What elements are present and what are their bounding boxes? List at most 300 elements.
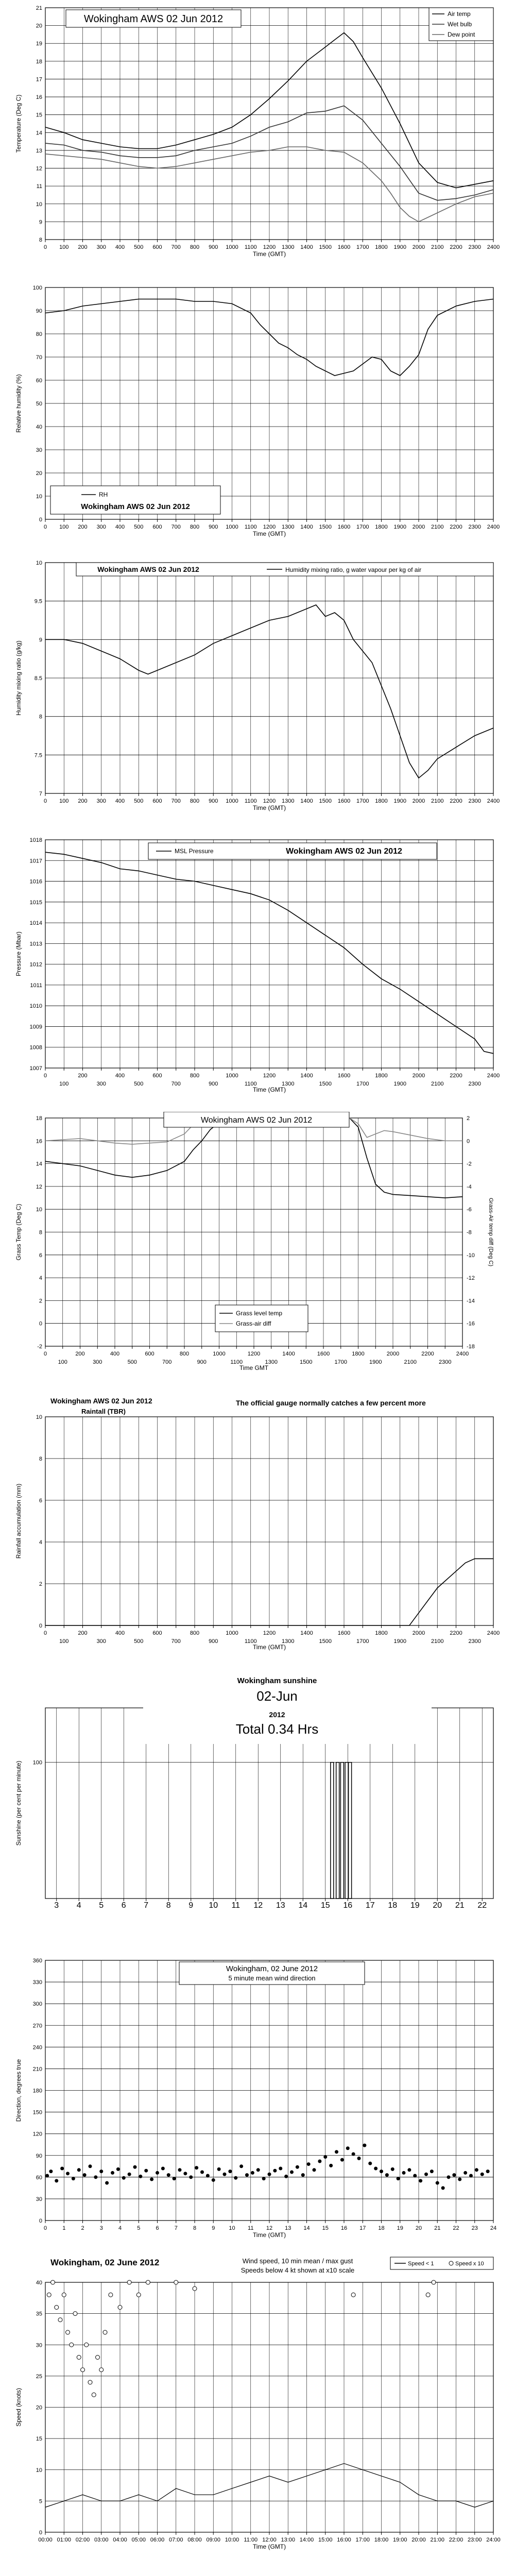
y-tick-label: 1018: [29, 837, 42, 843]
legend-box: [215, 1305, 308, 1332]
x-axis-label: Time (GMT): [252, 2543, 286, 2550]
x-tick-label: 1400: [300, 524, 313, 530]
scatter-point: [111, 2171, 114, 2175]
wind-speed-svg: [9, 2254, 504, 2563]
x-tick-label: 1100: [244, 524, 257, 530]
x-tick-label: 1200: [263, 244, 276, 250]
scatter-point: [212, 2178, 215, 2182]
x-tick-label: 800: [190, 798, 200, 804]
y-axis-label: Grass Temp (Deg C): [15, 1204, 22, 1261]
scatter-point: [335, 2150, 338, 2154]
scatter-point: [228, 2170, 232, 2173]
x-tick-label: 21:00: [430, 2537, 445, 2543]
x-tick-label: 300: [96, 524, 106, 530]
y-tick-label: 20: [36, 23, 42, 29]
series-point: [84, 2343, 89, 2347]
x-tick-label: 100: [59, 1081, 69, 1087]
scatter-point: [346, 2146, 350, 2150]
y2-tick-label: -12: [467, 1275, 475, 1282]
scatter-point: [122, 2176, 126, 2180]
scatter-point: [430, 2170, 434, 2173]
series-point: [127, 2280, 131, 2284]
scatter-point: [307, 2162, 311, 2166]
x-tick-label: 2400: [456, 1351, 469, 1357]
chart-title: Wokingham AWS 02 Jun 2012: [50, 1397, 152, 1405]
x-tick-label: 1800: [375, 524, 388, 530]
y-tick-label: 150: [32, 2109, 42, 2116]
series-point: [118, 2306, 122, 2310]
x-tick-label: 2000: [412, 1073, 425, 1079]
scatter-point: [340, 2158, 344, 2162]
series-point: [92, 2393, 96, 2397]
y-tick-label: 0: [39, 1623, 42, 1629]
x-tick-label: 1900: [393, 524, 406, 530]
scatter-point: [178, 2168, 182, 2172]
x-tick-label: 22: [477, 1901, 487, 1910]
y-tick-label: 15: [36, 112, 42, 118]
series-point: [88, 2380, 92, 2384]
scatter-point: [475, 2168, 478, 2172]
sunshine-bar: [349, 1762, 352, 1899]
scatter-point: [469, 2174, 473, 2178]
x-tick-label: 400: [115, 524, 125, 530]
y-tick-label: 7.5: [34, 752, 42, 759]
x-tick-label: 08:00: [187, 2537, 202, 2543]
x-tick-label: 2400: [487, 798, 500, 804]
x-tick-label: 1600: [337, 1073, 351, 1079]
x-tick-label: 2: [81, 2225, 84, 2231]
scatter-point: [183, 2172, 187, 2175]
scatter-point: [262, 2177, 266, 2180]
x-tick-label: 1300: [282, 798, 295, 804]
x-tick-label: 7: [144, 1901, 149, 1910]
y-tick-label: 180: [32, 2088, 42, 2094]
x-tick-label: 1700: [334, 1359, 347, 1365]
x-tick-label: 2100: [431, 1638, 444, 1645]
scatter-point: [128, 2173, 131, 2176]
chart-subtitle: Wind speed, 10 min mean / max gust: [242, 2257, 353, 2265]
y-tick-label: 300: [32, 2001, 42, 2008]
x-tick-label: 24:00: [486, 2537, 501, 2543]
y-tick-label: 10: [36, 1207, 42, 1213]
x-tick-label: 400: [115, 244, 125, 250]
y-tick-label: 60: [36, 378, 42, 384]
scatter-point: [391, 2167, 394, 2171]
y-tick-label: 8.5: [34, 675, 42, 682]
y-tick-label: 120: [32, 2131, 42, 2138]
y-tick-label: 9: [39, 219, 42, 226]
x-tick-label: 300: [93, 1359, 102, 1365]
x-tick-label: 13:00: [281, 2537, 296, 2543]
scatter-point: [357, 2157, 361, 2160]
chart-title: Wokingham AWS 02 Jun 2012: [200, 1115, 313, 1125]
x-tick-label: 1100: [244, 798, 257, 804]
x-tick-label: 03:00: [94, 2537, 109, 2543]
x-tick-label: 2400: [487, 244, 500, 250]
scatter-point: [268, 2173, 271, 2176]
x-tick-label: 1800: [375, 244, 388, 250]
x-tick-label: 100: [59, 798, 69, 804]
x-tick-label: 1400: [282, 1351, 295, 1357]
scatter-point: [139, 2175, 142, 2178]
x-tick-label: 24: [490, 2225, 497, 2231]
x-tick-label: 500: [134, 1638, 144, 1645]
grass-temperature-chart: [9, 1112, 504, 1380]
x-tick-label: 900: [209, 1638, 218, 1645]
y-tick-label: 9.5: [34, 598, 42, 605]
x-tick-label: 2100: [404, 1359, 417, 1365]
scatter-point: [424, 2173, 428, 2176]
x-axis-label: Time GMT: [239, 1364, 269, 1371]
y-tick-label: 25: [36, 2373, 42, 2380]
x-tick-label: 300: [96, 1081, 106, 1087]
scatter-point: [49, 2170, 53, 2173]
y-tick-label: 21: [36, 5, 42, 11]
x-tick-label: 1900: [393, 798, 406, 804]
x-tick-label: 19:00: [392, 2537, 407, 2543]
y-tick-label: 1015: [29, 899, 42, 906]
x-tick-label: 1600: [317, 1351, 330, 1357]
chart-title: Wokingham sunshine: [237, 1676, 317, 1685]
chart-title: Wokingham AWS 02 Jun 2012: [81, 502, 190, 511]
y-tick-label: 100: [32, 1759, 42, 1766]
y-axis-label: Temperature (Deg C): [15, 94, 22, 153]
x-tick-label: 17:00: [355, 2537, 370, 2543]
y-tick-label: 10: [36, 2467, 42, 2473]
x-tick-label: 1400: [300, 798, 313, 804]
x-tick-label: 16:00: [337, 2537, 351, 2543]
series-point: [62, 2293, 66, 2297]
y-tick-label: 5: [39, 2498, 42, 2505]
sunshine-svg: [9, 1672, 504, 1940]
y-tick-label: 40: [36, 424, 42, 430]
x-tick-label: 5: [137, 2225, 141, 2231]
chart-subtitle: Raintall (TBR): [81, 1408, 126, 1415]
x-tick-label: 06:00: [150, 2537, 165, 2543]
y-tick-label: 4: [39, 1275, 42, 1282]
series-point: [47, 2293, 51, 2297]
y-tick-label: 210: [32, 2066, 42, 2073]
x-tick-label: 1800: [375, 1073, 388, 1079]
x-tick-label: 2300: [468, 1638, 481, 1645]
y-tick-label: 100: [32, 285, 42, 291]
scatter-point: [173, 2177, 176, 2180]
scatter-point: [397, 2177, 400, 2180]
scatter-point: [239, 2164, 243, 2168]
scatter-point: [45, 2174, 49, 2178]
x-tick-label: 2400: [487, 524, 500, 530]
x-tick-label: 15: [320, 1901, 330, 1910]
x-tick-label: 1200: [263, 524, 276, 530]
x-tick-label: 8: [193, 2225, 197, 2231]
x-tick-label: 2400: [487, 1073, 500, 1079]
x-tick-label: 2000: [412, 1630, 425, 1636]
x-tick-label: 2300: [468, 244, 481, 250]
legend-label: Grass level temp: [236, 1310, 283, 1317]
scatter-point: [217, 2167, 221, 2171]
x-tick-label: 1500: [319, 1081, 332, 1087]
scatter-point: [380, 2170, 383, 2173]
x-tick-label: 20:00: [411, 2537, 426, 2543]
y-tick-label: 2: [39, 1298, 42, 1304]
x-tick-label: 0: [43, 1073, 47, 1079]
x-tick-label: 2300: [468, 524, 481, 530]
x-tick-label: 2100: [431, 244, 444, 250]
y-axis-label: Rainfall accumulation (mm): [15, 1483, 22, 1559]
x-tick-label: 1500: [319, 244, 332, 250]
x-tick-label: 1700: [356, 244, 369, 250]
x-tick-label: 1800: [375, 1630, 388, 1636]
x-tick-label: 02:00: [75, 2537, 90, 2543]
y-tick-label: 4: [39, 1539, 42, 1546]
x-tick-label: 0: [43, 1630, 47, 1636]
scatter-point: [452, 2173, 456, 2177]
x-tick-label: 11: [231, 1901, 241, 1910]
x-tick-label: 700: [171, 1081, 181, 1087]
scatter-point: [419, 2179, 422, 2182]
y-tick-label: 1012: [29, 961, 42, 968]
y-tick-label: 240: [32, 2044, 42, 2051]
scatter-point: [144, 2169, 148, 2173]
x-tick-label: 2300: [468, 798, 481, 804]
x-tick-label: 200: [78, 1073, 88, 1079]
x-tick-label: 16: [340, 2225, 348, 2231]
x-tick-label: 900: [209, 798, 218, 804]
scatter-point: [374, 2167, 377, 2171]
x-tick-label: 800: [179, 1351, 190, 1357]
x-tick-label: 04:00: [113, 2537, 127, 2543]
scatter-point: [441, 2186, 445, 2190]
x-tick-label: 500: [127, 1359, 137, 1365]
x-axis-label: Time (GMT): [252, 250, 286, 258]
sunshine-bar: [336, 1762, 339, 1899]
sunshine-bar: [345, 1762, 348, 1899]
series-point: [77, 2355, 81, 2360]
y-tick-label: 80: [36, 331, 42, 337]
y-tick-label: 9: [39, 637, 42, 643]
x-tick-label: 700: [171, 798, 181, 804]
y-axis-label: Direction, degrees true: [15, 2059, 22, 2122]
legend-label: RH: [99, 491, 108, 498]
x-tick-label: 600: [145, 1351, 154, 1357]
y-tick-label: 1011: [30, 982, 42, 989]
x-tick-label: 3: [99, 2225, 103, 2231]
scatter-point: [352, 2152, 355, 2156]
y-tick-label: 12: [36, 165, 42, 172]
x-tick-label: 300: [96, 244, 106, 250]
series-point: [70, 2343, 74, 2347]
y-tick-label: 90: [36, 2153, 42, 2159]
scatter-point: [464, 2171, 467, 2175]
chart-title: Wokingham, 02 June 2012: [50, 2258, 160, 2267]
y2-axis-label: Grass-Air temp diff (Deg C): [488, 1197, 494, 1267]
scatter-point: [116, 2167, 120, 2171]
x-tick-label: 1400: [300, 244, 313, 250]
y-tick-label: 1009: [29, 1024, 42, 1030]
x-tick-label: 23:00: [467, 2537, 482, 2543]
sunshine-bar: [331, 1762, 334, 1899]
legend-label: Humidity mixing ratio, g water vapour per kg of air: [285, 566, 422, 573]
wind-speed-chart: [9, 2254, 504, 2563]
x-tick-label: 1100: [244, 1081, 257, 1087]
x-tick-label: 21: [434, 2225, 441, 2231]
y-axis-label: Humidity mixing ratio (g/kg): [15, 640, 22, 716]
x-tick-label: 700: [171, 524, 181, 530]
y-tick-label: 8: [39, 1456, 42, 1462]
scatter-point: [363, 2144, 366, 2147]
x-tick-label: 1800: [352, 1351, 365, 1357]
x-tick-label: 1000: [226, 524, 238, 530]
legend-label: Dew point: [448, 31, 475, 38]
y-tick-label: 2: [39, 1581, 42, 1587]
series-point: [103, 2330, 107, 2334]
y-tick-label: 1017: [29, 858, 42, 865]
wind-direction-chart: [9, 1953, 504, 2244]
x-axis-label: Time (GMT): [252, 2231, 286, 2239]
x-tick-label: 1400: [300, 1073, 313, 1079]
chart-title: Wokingham, 02 June 2012: [226, 1964, 318, 1973]
series-point: [146, 2280, 150, 2284]
scatter-point: [313, 2168, 316, 2172]
x-tick-label: 13: [276, 1901, 285, 1910]
scatter-point: [66, 2172, 70, 2175]
x-tick-label: 1500: [300, 1359, 313, 1365]
y-tick-label: 30: [36, 447, 42, 453]
scatter-point: [323, 2155, 327, 2159]
y-tick-label: 14: [36, 130, 42, 137]
x-tick-label: 3: [54, 1901, 59, 1910]
scatter-point: [402, 2171, 406, 2175]
x-tick-label: 1900: [393, 244, 406, 250]
series-point: [51, 2280, 55, 2284]
x-tick-label: 500: [134, 524, 144, 530]
x-tick-label: 400: [115, 1630, 125, 1636]
x-tick-label: 500: [134, 798, 144, 804]
x-tick-label: 1700: [356, 524, 369, 530]
x-tick-label: 600: [152, 244, 162, 250]
scatter-point: [458, 2178, 461, 2181]
y-tick-label: 35: [36, 2311, 42, 2317]
series-point: [81, 2368, 85, 2372]
legend-label: Air temp: [448, 10, 471, 18]
y-tick-label: 8: [39, 237, 42, 243]
x-tick-label: 18:00: [374, 2537, 389, 2543]
scatter-point: [301, 2173, 305, 2177]
y2-tick-label: 2: [467, 1115, 470, 1122]
x-tick-label: 2100: [431, 524, 444, 530]
scatter-point: [413, 2174, 417, 2178]
scatter-point: [206, 2174, 210, 2178]
x-tick-label: 200: [78, 798, 88, 804]
y-tick-label: 10: [36, 494, 42, 500]
x-tick-label: 700: [162, 1359, 172, 1365]
x-tick-label: 1700: [356, 1081, 369, 1087]
y2-tick-label: -14: [467, 1298, 475, 1304]
y-tick-label: 1016: [29, 878, 42, 885]
y-tick-label: 10: [36, 1414, 42, 1420]
x-tick-label: 0: [43, 1351, 47, 1357]
grass-temperature-svg: [9, 1112, 504, 1380]
scatter-point: [486, 2170, 490, 2173]
y-tick-label: 14: [36, 1161, 42, 1167]
x-tick-label: 2000: [412, 244, 425, 250]
chart-year: 2012: [269, 1710, 285, 1719]
series-point: [174, 2280, 178, 2284]
scatter-point: [94, 2175, 97, 2179]
y-tick-label: 30: [36, 2196, 42, 2202]
y-tick-label: 10: [36, 201, 42, 208]
x-tick-label: 12:00: [262, 2537, 277, 2543]
pressure-svg: [9, 834, 504, 1101]
x-tick-label: 1900: [393, 1638, 406, 1645]
y-axis-label: Speed (knots): [15, 2388, 22, 2427]
x-tick-label: 1400: [300, 1630, 313, 1636]
y-tick-label: 70: [36, 354, 42, 361]
y-tick-label: 1008: [29, 1044, 42, 1051]
x-tick-label: 10:00: [225, 2537, 239, 2543]
scatter-point: [133, 2165, 137, 2169]
x-tick-label: 1300: [265, 1359, 278, 1365]
scatter-point: [368, 2162, 372, 2165]
x-tick-label: 1: [62, 2225, 66, 2231]
x-tick-label: 1000: [226, 1630, 238, 1636]
scatter-point: [329, 2164, 333, 2167]
scatter-point: [273, 2169, 277, 2173]
y2-tick-label: -16: [467, 1320, 475, 1327]
x-tick-label: 900: [209, 244, 218, 250]
x-tick-label: 400: [115, 798, 125, 804]
series-point: [193, 2286, 197, 2291]
x-tick-label: 14: [303, 2225, 310, 2231]
x-tick-label: 09:00: [206, 2537, 221, 2543]
x-tick-label: 800: [190, 524, 200, 530]
x-tick-label: 2100: [431, 798, 444, 804]
air-temperature-svg: [9, 3, 504, 270]
x-tick-label: 14:00: [299, 2537, 314, 2543]
x-tick-label: 1600: [337, 244, 351, 250]
x-tick-label: 6: [156, 2225, 159, 2231]
x-tick-label: 20: [415, 2225, 422, 2231]
x-tick-label: 2200: [450, 244, 462, 250]
x-tick-label: 600: [152, 524, 162, 530]
x-tick-label: 600: [152, 1073, 162, 1079]
y-tick-label: 16: [36, 1138, 42, 1145]
scatter-point: [407, 2168, 411, 2172]
series-point: [109, 2293, 113, 2297]
x-tick-label: 400: [115, 1073, 125, 1079]
sunshine-bar: [340, 1762, 344, 1899]
x-tick-label: 0: [43, 2225, 47, 2231]
scatter-point: [256, 2168, 260, 2172]
x-tick-label: 1100: [230, 1359, 243, 1365]
y2-tick-label: -10: [467, 1252, 475, 1259]
x-tick-label: 700: [171, 1638, 181, 1645]
y-tick-label: 12: [36, 1183, 42, 1190]
x-tick-label: 6: [121, 1901, 126, 1910]
x-tick-label: 22: [453, 2225, 459, 2231]
scatter-point: [385, 2173, 389, 2177]
scatter-point: [72, 2177, 75, 2180]
x-tick-label: 1200: [263, 1630, 276, 1636]
y-tick-label: 330: [32, 1979, 42, 1986]
x-tick-label: 13: [285, 2225, 291, 2231]
chart-title: Wokingham AWS 02 Jun 2012: [97, 565, 199, 573]
x-tick-label: 1500: [319, 798, 332, 804]
x-tick-label: 23: [471, 2225, 478, 2231]
x-tick-label: 2200: [450, 524, 462, 530]
chart-total: Total 0.34 Hrs: [235, 1721, 319, 1737]
x-tick-label: 1300: [282, 1081, 295, 1087]
